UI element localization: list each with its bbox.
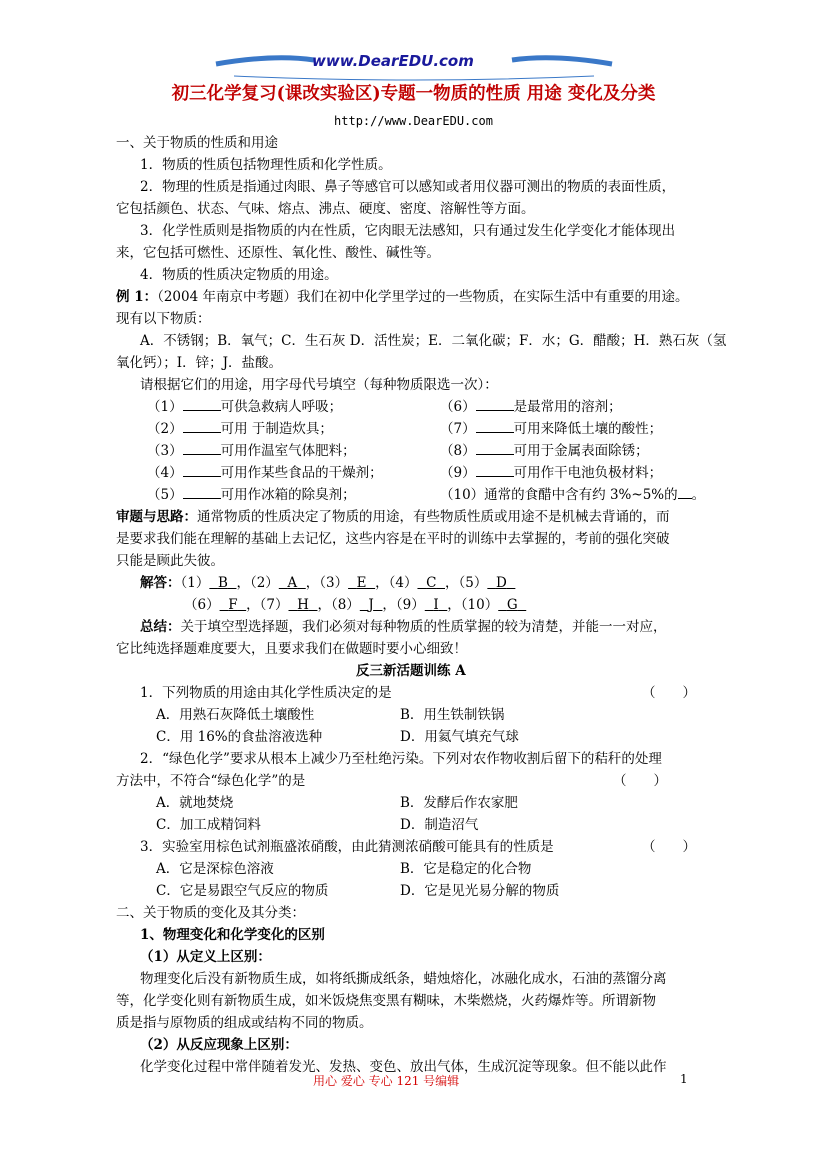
analysis-label: 审题与思路： [116,509,197,525]
answer-row-1: 解答：（1） B ，（2） A ，（3） E ，（4） C ，（5） D [140,575,507,591]
q3-option-a[interactable]: A．它是深棕色溶液 [156,861,274,877]
fill-item-5: （5） 可用作冰箱的除臭剂； [147,487,356,503]
answer-label: 解答： [140,575,181,591]
q1-option-b[interactable]: B．用生铁制铁锅 [400,707,505,723]
answer-blank[interactable] [476,442,514,455]
q1-option-d[interactable]: D．用氦气填充气球 [400,729,519,745]
question-1: 1．下列物质的用途由其化学性质决定的是 [140,685,392,701]
q1-option-c[interactable]: C．用 16%的食盐溶液选种 [156,729,323,745]
fill-item-9: （9） 可用作干电池负极材料； [440,465,663,481]
answer-blank[interactable] [183,464,221,477]
section2-sub1: 1、物理变化和化学变化的区别 [140,927,325,943]
practice-heading: 反三新活题训练 A [356,663,466,679]
section1-p1: 1．物质的性质包括物理性质和化学性质。 [140,157,392,173]
answer-blank[interactable] [183,442,221,455]
example1-label: 例 1： [116,289,158,305]
answer-paren-2[interactable]: （ ） [613,773,667,789]
example1-items-b: 氧化钙）；I．锌；J．盐酸。 [116,355,282,371]
question-2a: 2．“绿色化学”要求从根本上减少乃至杜绝污染。下列对农作物收割后留下的秸秆的处理 [140,751,662,767]
answer-row-2: （6） F ，（7） H ，（8） J ，（9） I ，（10） G [184,597,518,613]
banner-swoosh-right [512,58,612,64]
analysis-line-b: 是要求我们能在理解的基础上去记忆，这些内容是在平时的训练中去掌握的，考前的强化突破 [116,531,670,547]
page-title: 初三化学复习(课改实验区)专题一物质的性质 用途 变化及分类 [171,84,656,104]
answer-blank[interactable] [183,486,221,499]
answer-blank[interactable] [476,420,514,433]
q2-option-c[interactable]: C．加工成精饲料 [156,817,261,833]
q3-option-c[interactable]: C．它是易跟空气反应的物质 [156,883,329,899]
answer-blank[interactable] [183,420,221,433]
analysis-line-c: 只能是顾此失彼。 [116,553,224,569]
fill-item-1: （1） 可供急救病人呼吸； [147,399,343,415]
fill-item-3: （3） 可用作温室气体肥料； [147,443,356,459]
page-footer: 用心 爱心 专心 121 号编辑 [313,1074,460,1088]
fill-item-8: （8） 可用于金属表面除锈； [440,443,649,459]
answer-blank[interactable] [678,486,692,499]
fill-item-4: （4） 可用作某些食品的干燥剂； [147,465,383,481]
q2-option-a[interactable]: A．就地焚烧 [156,795,234,811]
fill-item-10: （10）通常的食醋中含有约 3%~5%的 。 [440,487,706,503]
q2-option-d[interactable]: D．制造沼气 [400,817,479,833]
fill-item-2: （2） 可用 于制造炊具； [147,421,333,437]
q3-option-b[interactable]: B．它是稳定的化合物 [400,861,532,877]
section1-p2b: 它包括颜色、状态、气味、熔点、沸点、硬度、密度、溶解性等方面。 [116,201,535,217]
section2-heading: 二、关于物质的变化及其分类： [116,905,305,921]
analysis-line-a: 审题与思路：通常物质的性质决定了物质的用途，有些物质性质或用途不是机械去背诵的，而 [116,509,670,525]
section1-p3b: 来，它包括可燃性、还原性、氧化性、酸性、碱性等。 [116,245,440,261]
section2-p1b: 等，化学变化则有新物质生成，如米饭烧焦变黑有糊味，木柴燃烧，火药爆炸等。所谓新物 [116,993,656,1009]
site-name[interactable]: www.DearEDU.com [312,52,474,70]
section2-sub1b: （2）从反应现象上区别： [140,1037,298,1053]
example1-line-b: 现有以下物质： [116,311,211,327]
banner-swoosh-left [216,58,314,64]
answer-blank[interactable] [476,464,514,477]
example1-items-a: A．不锈钢；B．氧气；C．生石灰 D．活性炭；E．二氧化碳；F．水；G．醋酸；H．熟石灰（氢 [140,333,727,349]
page-number: 1 [680,1072,688,1086]
example1-line-a: 例 1：（2004 年南京中考题）我们在初中化学里学过的一些物质，在实际生活中有重要的用途。 [116,289,689,305]
section1-p2a: 2．物理的性质是指通过肉眼、鼻子等感官可以感知或者用仪器可测出的物质的表面性质， [140,179,676,195]
answer-paren-3[interactable]: （ ） [642,839,696,855]
fill-item-6: （6） 是最常用的溶剂； [440,399,622,415]
q1-option-a[interactable]: A．用熟石灰降低土壤酸性 [156,707,315,723]
section1-p3a: 3．化学性质则是指物质的内在性质，它肉眼无法感知，只有通过发生化学变化才能体现出 [140,223,676,239]
answer-blank[interactable] [183,398,221,411]
summary-line-a: 总结：关于填空型选择题，我们必须对每种物质的性质掌握的较为清楚，并能一一对应， [140,619,667,635]
section2-p1c: 质是指与原物质的组成或结构不同的物质。 [116,1015,373,1031]
fill-item-7: （7） 可用来降低土壤的酸性； [440,421,663,437]
summary-label: 总结： [140,619,181,635]
section2-p1a: 物理变化后没有新物质生成，如将纸撕成纸条，蜡烛熔化，冰融化成水，石油的蒸馏分离 [140,971,667,987]
q2-option-b[interactable]: B．发酵后作农家肥 [400,795,518,811]
question-2b: 方法中，不符合“绿色化学”的是 [116,773,306,789]
site-url[interactable]: http://www.DearEDU.com [334,114,493,128]
answer-paren-1[interactable]: （ ） [642,685,696,701]
section1-p4: 4．物质的性质决定物质的用途。 [140,267,338,283]
q3-option-d[interactable]: D．它是见光易分解的物质 [400,883,560,899]
summary-line-b: 它比纯选择题难度要大，且要求我们在做题时要小心细致！ [116,641,467,657]
section1-heading: 一、关于物质的性质和用途 [116,135,278,151]
example1-instruction: 请根据它们的用途，用字母代号填空（每种物质限选一次）： [140,377,498,393]
question-3: 3．实验室用棕色试剂瓶盛浓硝酸，由此猜测浓硝酸可能具有的性质是 [140,839,554,855]
section2-sub1a: （1）从定义上区别： [140,949,271,965]
answer-blank[interactable] [476,398,514,411]
section2-p2a: 化学变化过程中常伴随着发光、发热、变色、放出气体，生成沉淀等现象。但不能以此作 [140,1059,667,1075]
